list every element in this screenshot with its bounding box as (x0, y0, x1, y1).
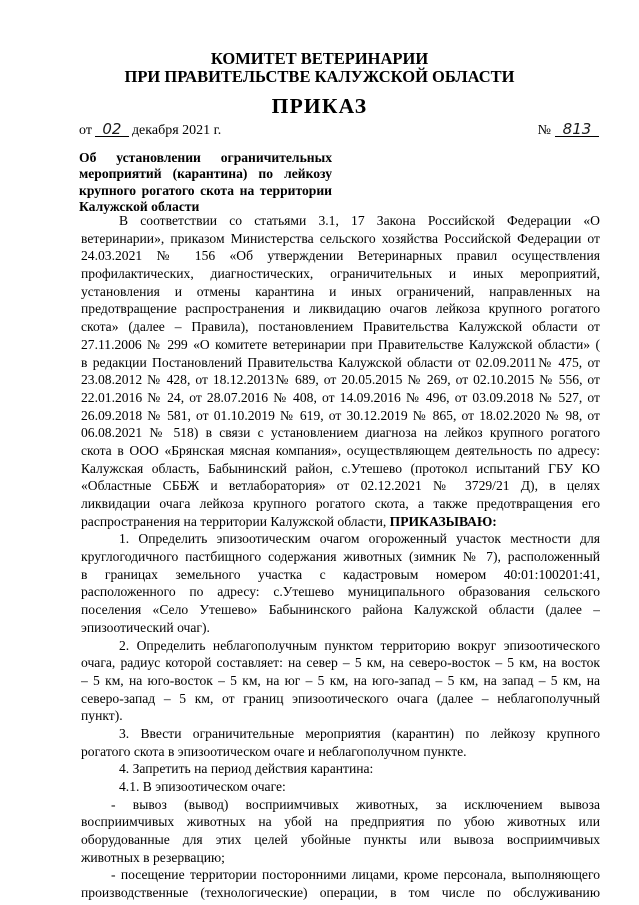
document-date (79, 122, 221, 140)
body-line: ликвидации очага лейкоза крупного рогатого скота, а также предотвращения его (81, 496, 600, 511)
committee-affiliation: ПРИ ПРАВИТЕЛЬСТВЕ КАЛУЖСКОЙ ОБЛАСТИ (124, 67, 515, 86)
date-month-year: декабря 2021 г. (131, 123, 222, 138)
document-number (538, 122, 599, 140)
body-line: восприимчивых животных на убой на предприятия по убою животных или (81, 814, 600, 830)
date-prefix: от (79, 123, 92, 138)
body-line-order (81, 513, 600, 531)
document-subject (79, 150, 332, 216)
body-line: скота» (далее – Правила), постановлением Правительства Калужской области от (81, 319, 600, 335)
body-line: рогатого скота в эпизоотическом очаге и неблагополучном пункте. (81, 743, 467, 759)
handwritten-number: 813 (555, 122, 599, 137)
date-number-line (79, 122, 599, 140)
subject-line: мероприятий (карантина) по лейкозу (79, 166, 332, 182)
body-line: ветеринарии», приказом Министерства сельского хозяйства Российской Федерации от (81, 230, 600, 246)
body-line: в редакции Постановлений Правительства Калужской области от 02.09.2011№ 475, от (81, 354, 600, 370)
body-line: – 5 км, на юго-восток – 5 км, на юг – 5 км, на юго-запад – 5 км, на запад – 5 км, на (81, 672, 600, 688)
body-line: в границах земельного участка с кадастровым номером 40:01:100201:41, (81, 566, 600, 582)
body-line: 4. Запретить на период действия карантина: (119, 761, 374, 777)
document-type: ПРИКАЗ (271, 94, 368, 118)
body-line: 26.09.2018 № 581, от 01.10.2019 № 619, от 30.12.2019 № 865, от 18.02.2020 № 98, от (81, 407, 600, 423)
body-line: предотвращение распространения и ликвидацию очагов лейкоза крупного рогатого (81, 301, 600, 317)
body-line: производственные (технологические) операции, в том числе по обслуживанию (81, 885, 600, 901)
body-line: 2. Определить неблагополучным пунктом территорию вокруг эпизоотического (119, 637, 600, 653)
body-line: 06.08.2021 № 518) в связи с установлением диагноза на лейкоз крупного рогатого (81, 425, 600, 441)
body-line: расположенного по адресу: с.Утешево муниципального образования сельского (81, 584, 600, 600)
body-line: пункт). (81, 708, 123, 724)
body-line: 24.03.2021 № 156 «Об утверждении Ветеринарных правил осуществления (81, 248, 600, 264)
body-line: оборудованные для этих целей убойные пункты или вывоза восприимчивых (81, 832, 600, 848)
body-line: 27.11.2006 № 299 «О комитете ветеринарии при Правительстве Калужской области» ( (81, 336, 600, 352)
body-line: Калужская область, Бабынинский район, с.Утешево (протокол испытаний ГБУ КО (81, 460, 600, 476)
body-line: - вывоз (вывод) восприимчивых животных, за исключением вывоза (111, 796, 600, 812)
order-word: ПРИКАЗЫВАЮ: (389, 513, 497, 529)
subject-line: Калужской области (79, 199, 200, 215)
body-line: профилактических, диагностических, ограничительных и иных мероприятий, (81, 266, 600, 282)
number-prefix: № (537, 123, 551, 138)
body-line: В соответствии со статьями 3.1, 17 Закона Российской Федерации «О (119, 213, 600, 228)
subject-line: Об установлении ограничительных (79, 150, 332, 165)
body-line: распространения на территории Калужской области, (81, 513, 390, 529)
handwritten-day: 02 (95, 122, 129, 137)
body-line: 23.08.2012 № 428, от 18.12.2013№ 689, от 20.05.2015 № 269, от 02.10.2015 № 556, от (81, 372, 600, 388)
body-line: животных в резервацию; (81, 849, 225, 865)
body-line: 1. Определить эпизоотическим очагом огороженный участок местности для (119, 531, 600, 547)
body-line: круглогодичного пастбищного содержания животных (зимник № 7), расположенный (81, 549, 600, 565)
body-line: 22.01.2016 № 24, от 28.07.2016 № 408, от 14.09.2016 № 496, от 03.09.2018 № 527, от (81, 389, 600, 405)
body-line: - посещение территории посторонними лицами, кроме персонала, выполняющего (111, 867, 600, 883)
body-line: 3. Ввести ограничительные мероприятия (карантин) по лейкозу крупного (119, 725, 600, 741)
body-line: очага, радиус которой составляет: на север – 5 км, на северо-восток – 5 км, на восток (81, 655, 600, 671)
body-line: скота в ООО «Брянская мясная компания», осуществляющем деятельность по адресу: (81, 442, 600, 458)
subject-line: крупного рогатого скота на территории (79, 182, 332, 198)
document-body (81, 212, 600, 902)
body-line: «Областные СББЖ и ветлаборатория» от 02.12.2021 № 3729/21 Д), в целях (81, 478, 600, 494)
body-line: эпизоотический очаг). (81, 619, 210, 635)
committee-name: КОМИТЕТ ВЕТЕРИНАРИИ (210, 49, 429, 68)
body-line: 4.1. В эпизоотическом очаге: (119, 779, 286, 794)
body-line: северо-запад – 5 км, от границ эпизоотического очага (далее – неблагополучный (81, 690, 600, 706)
body-line: установления и отмены карантина и иных ограничений, направленных на (81, 283, 600, 299)
body-line: поселения «Село Утешево» Бабынинского района Калужской области (далее – (81, 602, 600, 618)
